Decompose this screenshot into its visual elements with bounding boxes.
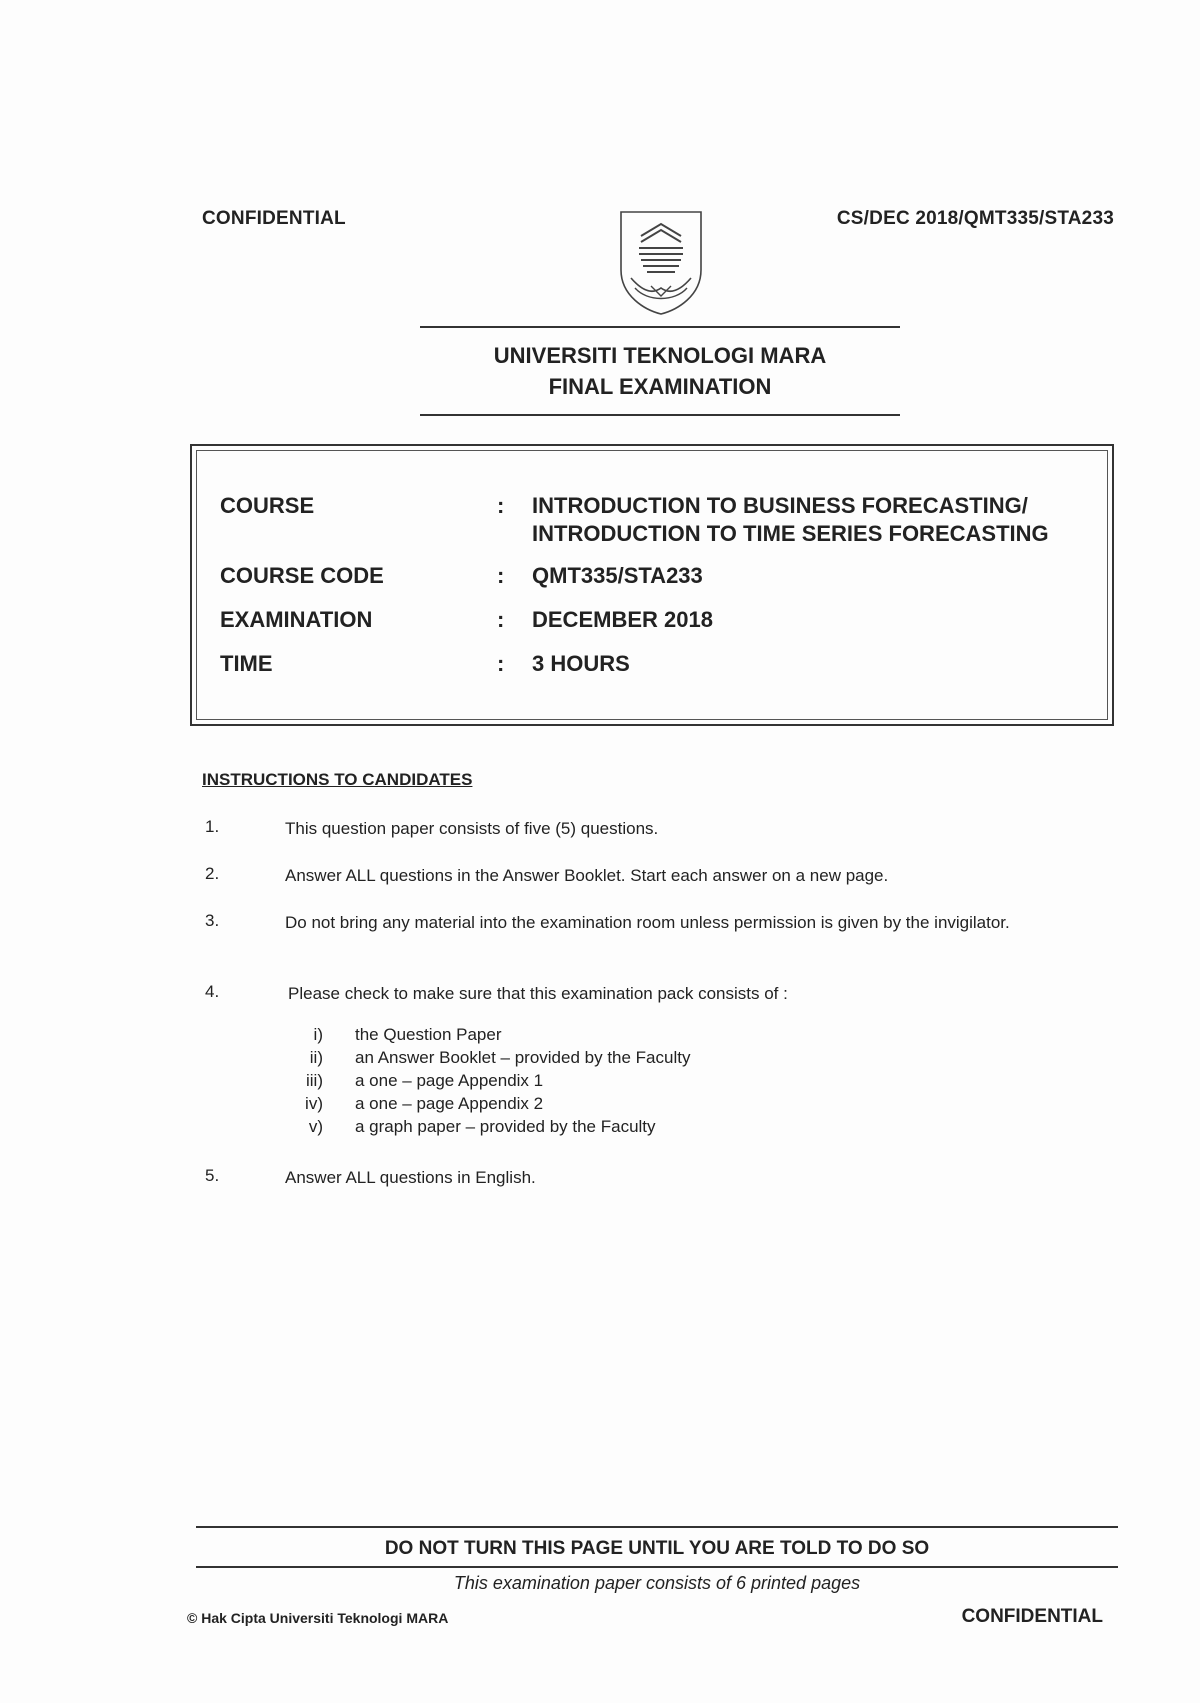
course-label: COURSE	[220, 493, 315, 518]
uitm-crest-icon	[617, 208, 705, 316]
footer-copyright: © Hak Cipta Universiti Teknologi MARA	[187, 1610, 449, 1626]
footer-warning: DO NOT TURN THIS PAGE UNTIL YOU ARE TOLD TO DO SO	[384, 1538, 930, 1559]
title-top-rule	[420, 326, 900, 328]
pack-item-1-number: i)	[313, 1025, 323, 1044]
course-code-colon: :	[497, 563, 505, 588]
footer-bottom-rule	[196, 1566, 1118, 1568]
course-colon: :	[497, 493, 505, 518]
footer-confidential: CONFIDENTIAL	[961, 1606, 1103, 1627]
instruction-2-number: 2.	[205, 864, 220, 883]
instruction-5-number: 5.	[205, 1166, 220, 1185]
pack-item-4-text: a one – page Appendix 2	[355, 1094, 544, 1113]
examination-value: DECEMBER 2018	[532, 607, 713, 632]
pack-item-4-number: iv)	[305, 1094, 323, 1113]
instruction-4-text: Please check to make sure that this examination pack consists of :	[288, 984, 788, 1003]
instruction-2-text: Answer ALL questions in the Answer Booklet. Start each answer on a new page.	[285, 866, 889, 885]
title-bottom-rule	[420, 414, 900, 416]
course-value-line-2: INTRODUCTION TO TIME SERIES FORECASTING	[532, 521, 1049, 546]
university-name: UNIVERSITI TEKNOLOGI MARA	[493, 343, 827, 368]
time-colon: :	[497, 651, 505, 676]
instructions-heading: INSTRUCTIONS TO CANDIDATES	[202, 770, 473, 789]
examination-colon: :	[497, 607, 505, 632]
instruction-3-text: Do not bring any material into the examination room unless permission is given by the invigilator.	[285, 913, 1010, 932]
footer-top-rule	[196, 1526, 1118, 1528]
title-block	[420, 340, 900, 402]
course-code-value: QMT335/STA233	[532, 563, 703, 588]
course-code-label: COURSE CODE	[220, 563, 384, 588]
instruction-1-number: 1.	[205, 817, 220, 836]
pack-item-5-text: a graph paper – provided by the Faculty	[355, 1117, 656, 1136]
instruction-3-number: 3.	[205, 911, 220, 930]
pack-item-1-text: the Question Paper	[355, 1025, 502, 1044]
pack-item-5-number: v)	[308, 1117, 323, 1136]
exam-type: FINAL EXAMINATION	[548, 374, 772, 399]
course-value-line-1: INTRODUCTION TO BUSINESS FORECASTING/	[532, 493, 1028, 518]
pack-item-3-number: iii)	[306, 1071, 323, 1090]
footer-pages-note: This examination paper consists of 6 printed pages	[453, 1573, 861, 1593]
time-value: 3 HOURS	[532, 651, 630, 676]
pack-item-3-text: a one – page Appendix 1	[355, 1071, 544, 1090]
header-confidential: CONFIDENTIAL	[202, 208, 346, 229]
instruction-5-text: Answer ALL questions in English.	[285, 1168, 536, 1187]
instruction-1-text: This question paper consists of five (5) questions.	[285, 819, 659, 838]
time-label: TIME	[220, 651, 273, 676]
pack-item-2-text: an Answer Booklet – provided by the Faculty	[355, 1048, 691, 1067]
course-details-box	[190, 444, 1114, 726]
examination-label: EXAMINATION	[220, 607, 373, 632]
pack-item-2-number: ii)	[309, 1048, 323, 1067]
instruction-4-number: 4.	[205, 982, 220, 1001]
header-paper-code: CS/DEC 2018/QMT335/STA233	[836, 208, 1114, 229]
